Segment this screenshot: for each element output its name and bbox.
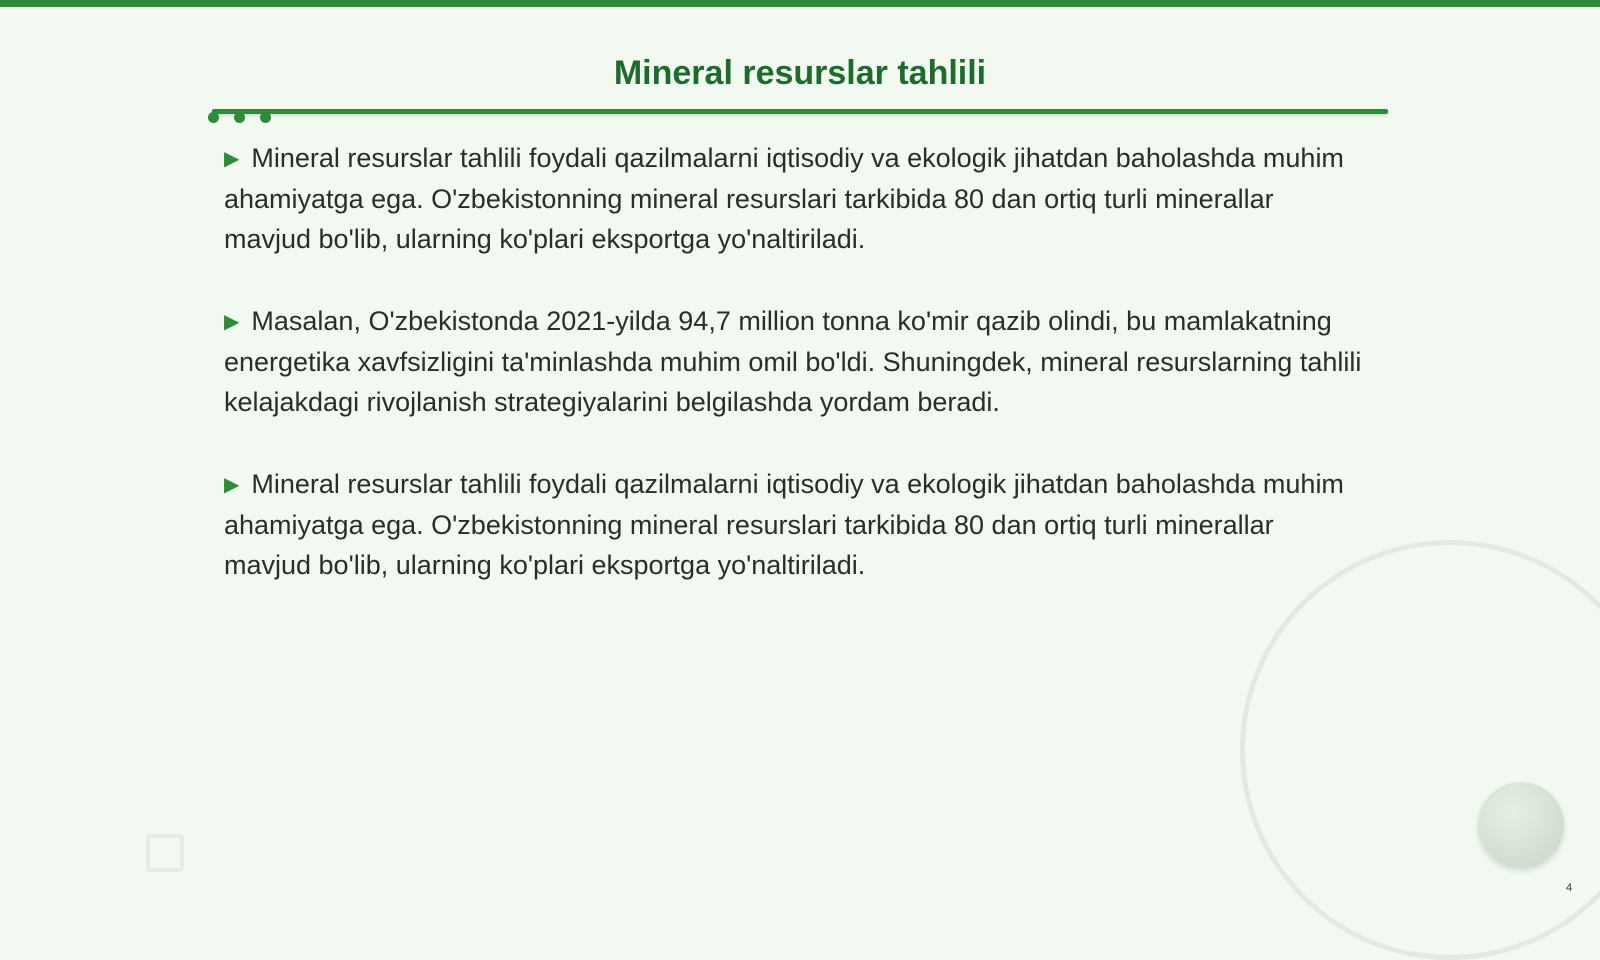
decorative-dot bbox=[260, 112, 271, 123]
paragraph-text: Mineral resurslar tahlili foydali qazilmalarni iqtisodiy va ekologik jihatdan baholashda muhim ahamiyatga ega. O'zbekistonning mineral resurslari tarkibida 80 dan ortiq turli minerallar mavjud bo'lib, ularning ko'plari eksportga yo'naltiriladi. bbox=[224, 469, 1344, 580]
page-number: 4 bbox=[1566, 882, 1573, 894]
title-underline bbox=[212, 109, 1388, 114]
slide-title: Mineral resurslar tahlili bbox=[613, 54, 987, 92]
bullet-paragraph-2 bbox=[224, 301, 1364, 422]
bullet-arrow-icon: ▶ bbox=[224, 148, 240, 170]
bullet-paragraph-3 bbox=[224, 464, 1364, 585]
decorative-dot bbox=[234, 112, 245, 123]
paragraph-text: Masalan, O'zbekistonda 2021-yilda 94,7 million tonna ko'mir qazib olindi, bu mamlakatning energetika xavfsizligini ta'minlashda muhim omil bo'ldi. Shuningdek, mineral resurslarning tahlili kelajakdagi rivojlanish strategiyalarini belgilashda yordam beradi. bbox=[224, 306, 1362, 417]
slide-body bbox=[224, 138, 1364, 627]
bullet-arrow-icon: ▶ bbox=[224, 311, 240, 333]
decorative-square bbox=[146, 834, 184, 872]
paragraph-text: Mineral resurslar tahlili foydali qazilmalarni iqtisodiy va ekologik jihatdan baholashda muhim ahamiyatga ega. O'zbekistonning mineral resurslari tarkibida 80 dan ortiq turli minerallar mavjud bo'lib, ularning ko'plari eksportga yo'naltiriladi. bbox=[224, 143, 1344, 254]
bullet-arrow-icon: ▶ bbox=[224, 474, 240, 496]
bullet-paragraph-1 bbox=[224, 138, 1364, 259]
decorative-dot bbox=[208, 112, 219, 123]
top-accent-bar bbox=[0, 0, 1600, 7]
decorative-circle bbox=[1478, 782, 1564, 868]
